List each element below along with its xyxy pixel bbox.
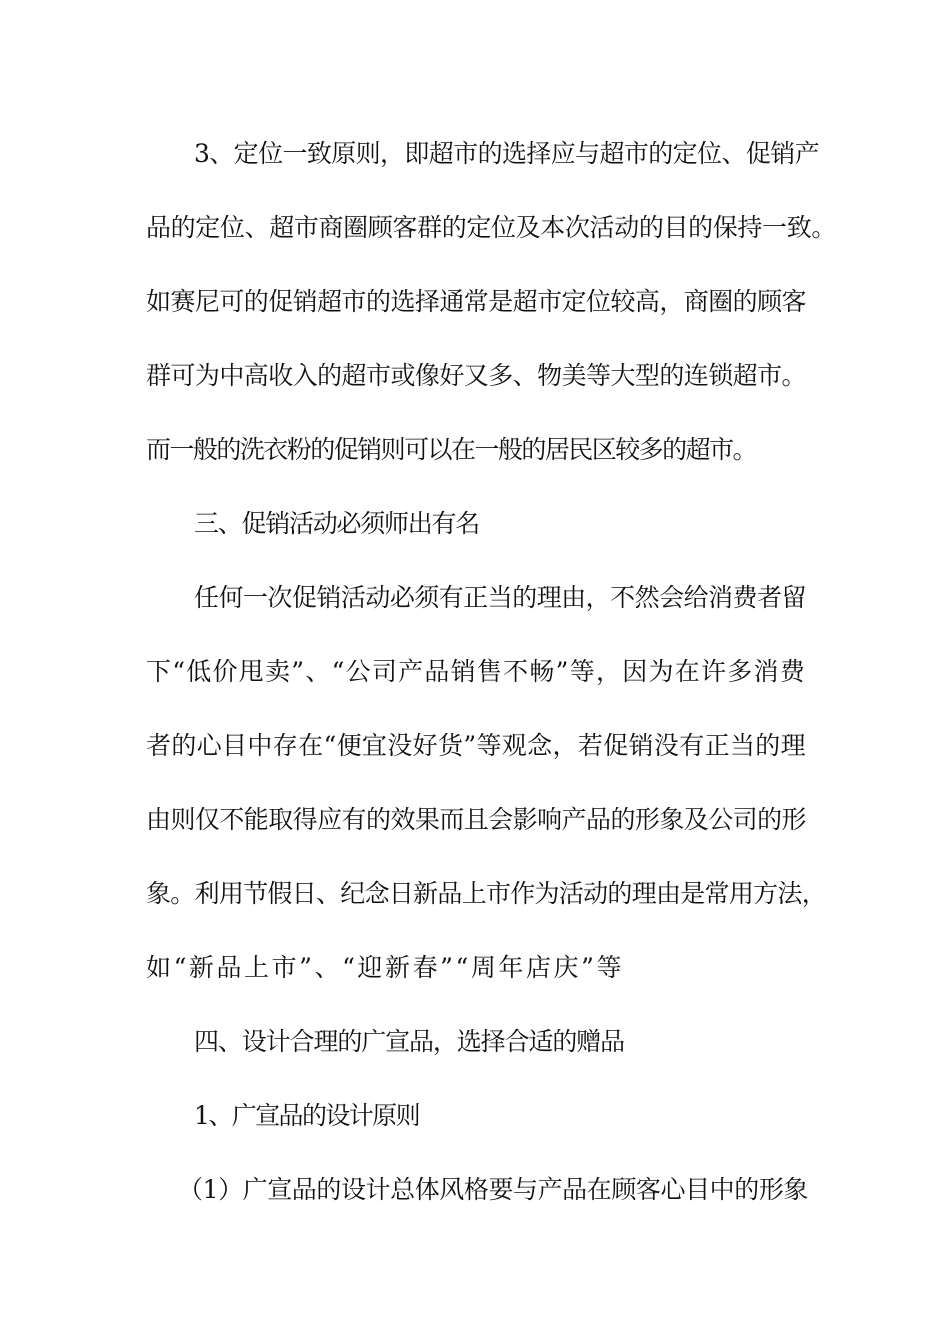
paragraph-line: 3、定位一致原则，即超市的选择应与超市的定位、促销产 <box>194 139 819 168</box>
subsection-heading: 1、广宣品的设计原则 <box>194 1101 419 1130</box>
paragraph-line: 而一般的洗衣粉的促销则可以在一般的居民区较多的超市。 <box>146 435 756 464</box>
paragraph-line: 如赛尼可的促销超市的选择通常是超市定位较高，商圈的顾客 <box>146 287 806 316</box>
paragraph-line: 品的定位、超市商圈顾客群的定位及本次活动的目的保持一致。 <box>146 213 836 242</box>
section-heading: 三、促销活动必须师出有名 <box>194 509 479 538</box>
paragraph-line: 下“低价甩卖”、“公司产品销售不畅”等，因为在许多消费 <box>146 657 806 686</box>
paragraph-line: 象。利用节假日、纪念日新品上市作为活动的理由是常用方法， <box>146 879 826 908</box>
paragraph-line: 者的心目中存在“便宜没好货”等观念，若促销没有正当的理 <box>146 731 806 760</box>
section-heading: 四、设计合理的广宣品，选择合适的赠品 <box>194 1027 624 1056</box>
paragraph-line: 群可为中高收入的超市或像好又多、物美等大型的连锁超市。 <box>146 361 806 390</box>
paragraph-line: 任何一次促销活动必须有正当的理由，不然会给消费者留 <box>194 583 806 612</box>
paragraph-line: 如“新品上市”、“迎新春”“周年店庆”等 <box>146 953 625 982</box>
paragraph-line: 由则仅不能取得应有的效果而且会影响产品的形象及公司的形 <box>146 805 806 834</box>
paragraph-line: （1）广宣品的设计总体风格要与产品在顾客心目中的形象 <box>178 1175 808 1204</box>
